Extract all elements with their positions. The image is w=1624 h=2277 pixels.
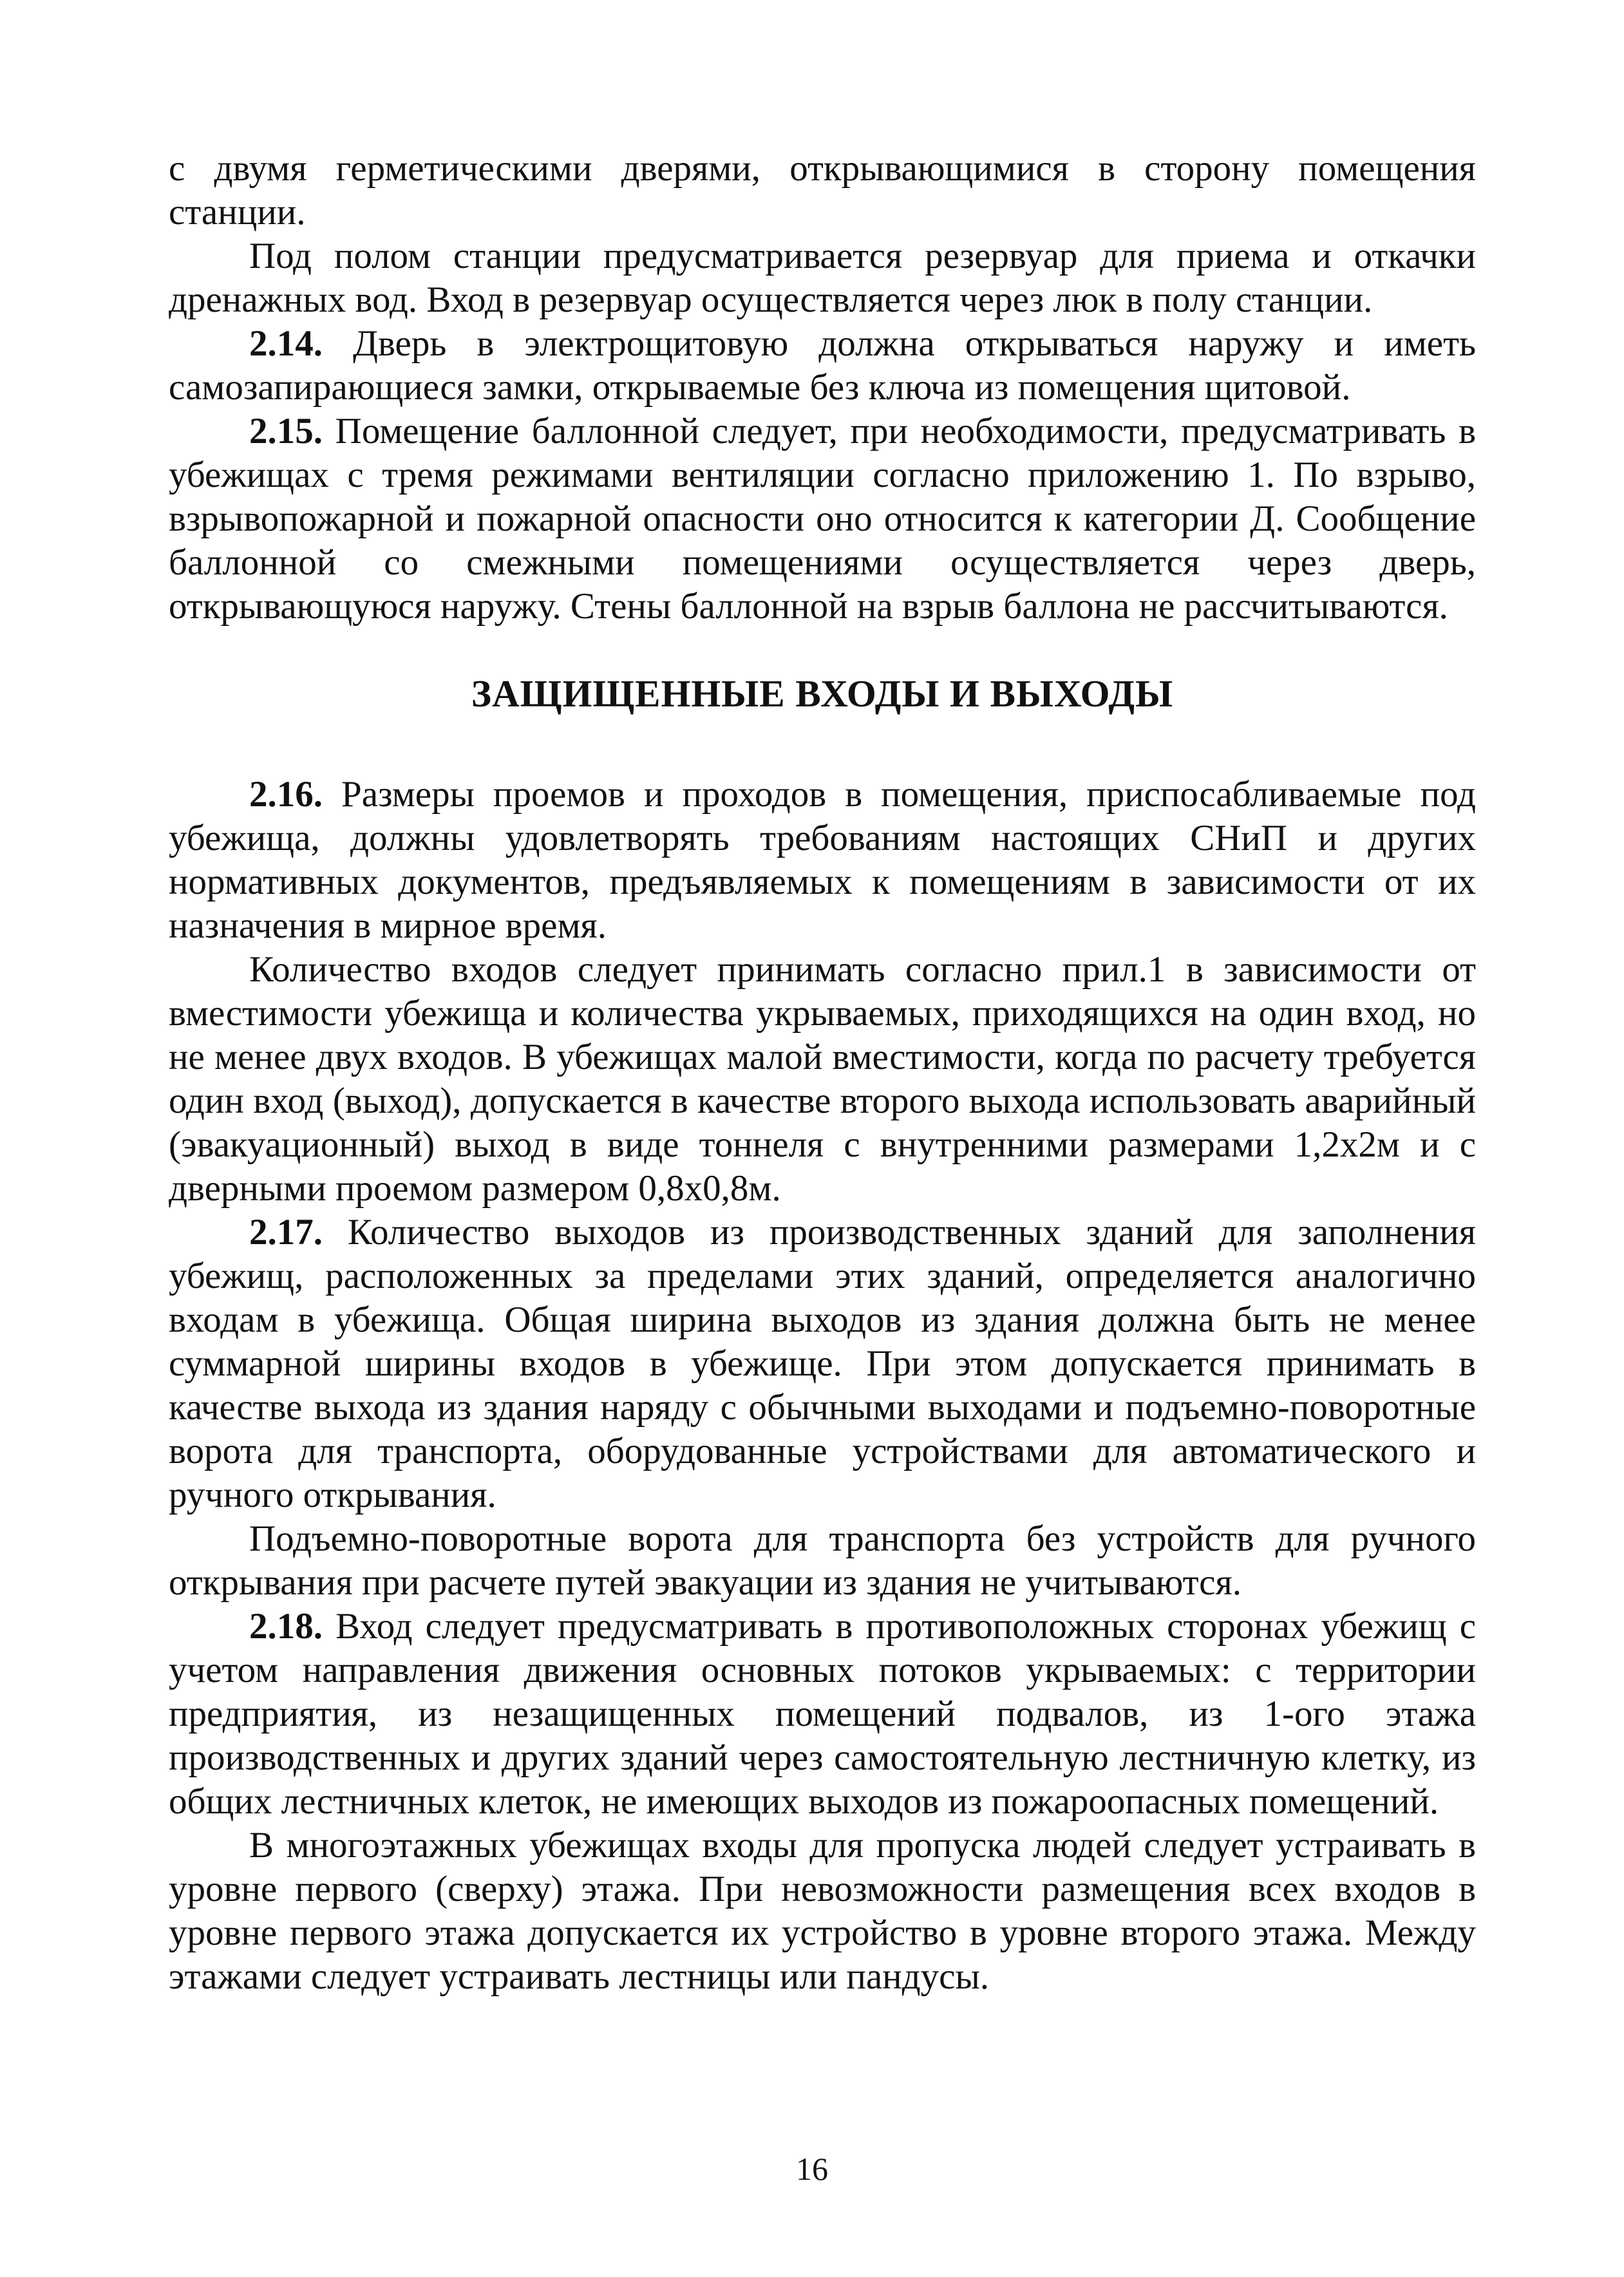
paragraph-doors — [169, 147, 1476, 234]
paragraph-text: Размеры проемов и проходов в помещения, приспосабливаемые под убежища, должны удовлетворять требованиям настоящих СНиП и других нормативных документов, предъявляемых к помещениям в зависимости от их назначения в мирное время. — [169, 774, 1476, 946]
paragraph-text: Подъемно-поворотные ворота для транспорта без устройств для ручного открывания при расчете путей эвакуации из здания не учитываются. — [169, 1518, 1476, 1603]
paragraph-reservoir — [169, 234, 1476, 322]
section-heading: ЗАЩИЩЕННЫЕ ВХОДЫ И ВЫХОДЫ — [471, 672, 1174, 715]
paragraph-text: Под полом станции предусматривается резервуар для приема и откачки дренажных вод. Вход в резервуар осуществляется через люк в полу станции. — [169, 236, 1476, 320]
clause-number: 2.18. — [249, 1606, 323, 1647]
paragraph-text: Дверь в электрощитовую должна открываться наружу и иметь самозапирающиеся замки, открываемые без ключа из помещения щитовой. — [169, 323, 1476, 408]
clause-2-18 — [169, 1605, 1476, 1824]
clause-2-15 — [169, 410, 1476, 628]
clause-number: 2.15. — [249, 411, 323, 451]
page-body — [169, 147, 1476, 1999]
paragraph-text: Количество входов следует принимать согласно прил.1 в зависимости от вместимости убежища и количества укрываемых, приходящихся на один вход, но не менее двух входов. В убежищах малой вместимости, когда по расчету требуется один вход (выход), допускается в качестве второго выхода использовать аварийный (эвакуационный) выход в виде тоннеля с внутренними размерами 1,2х2м и с дверными проемом размером 0,8х0,8м. — [169, 949, 1476, 1209]
paragraph-gates — [169, 1517, 1476, 1605]
paragraph-entries-count — [169, 948, 1476, 1211]
paragraph-text: Количество выходов из производственных зданий для заполнения убежищ, расположенных за пределами этих зданий, определяется аналогично входам в убежища. Общая ширина выходов из здания должна быть не менее суммарной ширины входов в убежище. При этом допускается принимать в качестве выхода из здания наряду с обычными выходами и подъемно-поворотные ворота для транспорта, оборудованные устройствами для автоматического и ручного открывания. — [169, 1212, 1476, 1515]
paragraph-text: Помещение баллонной следует, при необходимости, предусматривать в убежищах с тремя режимами вентиляции согласно приложению 1. По взрыво, взрывопожарной и пожарной опасности оно относится к категории Д. Сообщение баллонной со смежными помещениями осуществляется через дверь, открывающуюся наружу. Стены баллонной на взрыв баллона не рассчитываются. — [169, 411, 1476, 627]
clause-2-16 — [169, 773, 1476, 948]
spacer — [169, 628, 1476, 671]
paragraph-text: В многоэтажных убежищах входы для пропуска людей следует устраивать в уровне первого (сверху) этажа. При невозможности размещения всех входов в уровне первого этажа допускается их устройство в уровне второго этажа. Между этажами следует устраивать лестницы или пандусы. — [169, 1825, 1476, 1997]
clause-2-17 — [169, 1211, 1476, 1517]
paragraph-text: Вход следует предусматривать в противоположных сторонах убежищ с учетом направления движения основных потоков укрываемых: с территории предприятия, из незащищенных помещений подвалов, из 1-ого этажа производственных и других зданий через самостоятельную лестничную клетку, из общих лестничных клеток, не имеющих выходов из пожароопасных помещений. — [169, 1606, 1476, 1822]
paragraph-text: с двумя герметическими дверями, открывающимися в сторону помещения станции. — [169, 148, 1476, 232]
clause-2-14 — [169, 322, 1476, 410]
page-number: 16 — [796, 2151, 828, 2187]
paragraph-multistorey — [169, 1824, 1476, 1999]
clause-number: 2.14. — [249, 323, 323, 364]
clause-number: 2.17. — [249, 1212, 323, 1252]
spacer — [169, 716, 1476, 773]
clause-number: 2.16. — [249, 774, 323, 815]
